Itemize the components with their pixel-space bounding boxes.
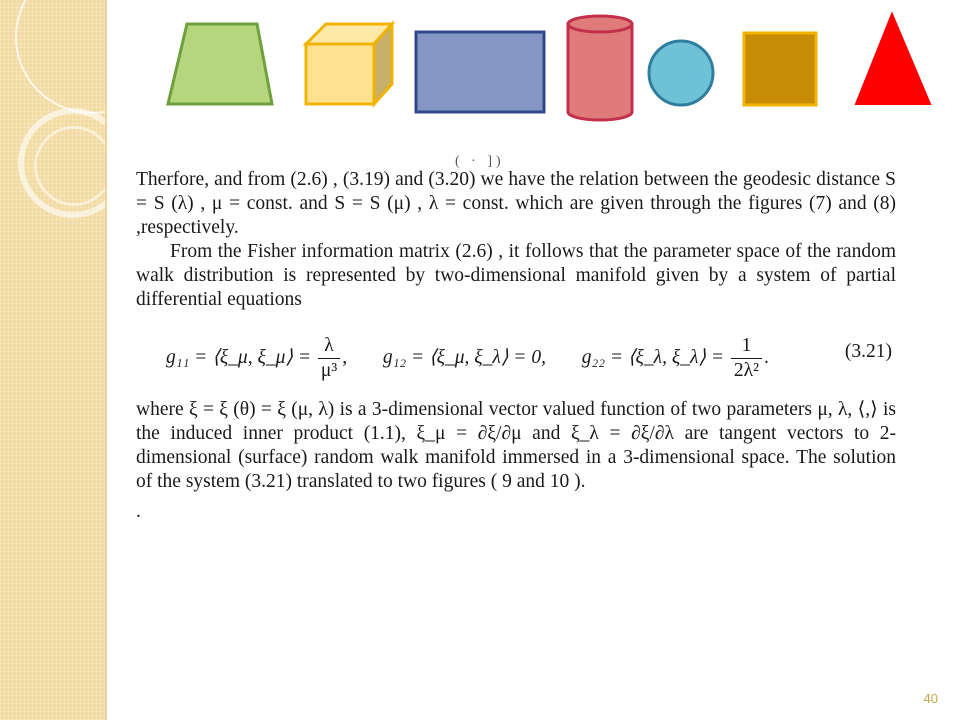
square-icon [744, 33, 816, 105]
paragraph-fisher-matrix: From the Fisher information matrix (2.6) , it follows that the parameter space of the random walk distribution is represented by two-dimensional manifold given by a system of partial differential equations [136, 241, 896, 310]
equation-body [166, 334, 769, 383]
equation-number: (3.21) [844, 341, 892, 362]
eq-g22-numerator: 1 [731, 334, 762, 359]
paragraph-vector-function: where ξ = ξ (θ) = ξ (μ, λ) is a 3-dimensional vector valued function of two parameters μ, λ, ⟨,⟩ is the induced inner product (1.1), ξ_μ = ∂ξ/∂μ and ξ_λ = ∂ξ/∂λ are tangent vectors to 2-dimensional (surface) random walk manifold immersed in a 3-dimensional space. The solution of the system (3.21) translated to two figures ( 9 and 10 ). [136, 399, 896, 492]
document-excerpt [136, 168, 896, 524]
cropped-text-fragment: ( · ]) [455, 154, 505, 169]
shapes-banner [0, 0, 960, 130]
eq-g22-lhs: g₂₂ = ⟨ξ_λ, ξ_λ⟩ = [581, 346, 725, 368]
stray-period: . [136, 501, 141, 522]
triangle-icon [856, 14, 930, 104]
eq-g22-fraction [731, 334, 762, 383]
eq-separator: , [342, 346, 348, 368]
equation-3-21 [136, 326, 896, 388]
eq-g11-denominator: μ³ [320, 360, 338, 381]
cylinder-icon [568, 16, 632, 120]
eq-g11-lhs: g₁₁ = ⟨ξ_μ, ξ_μ⟩ = [166, 346, 311, 368]
trapezoid-icon [168, 24, 272, 104]
decorative-ring [34, 126, 107, 206]
page-number: 40 [923, 691, 938, 706]
eq-g22-denominator: 2λ² [733, 360, 759, 381]
rectangle-icon [416, 32, 544, 112]
eq-g11-fraction [318, 334, 340, 383]
eq-g12: g₁₂ = ⟨ξ_μ, ξ_λ⟩ = 0, [382, 346, 546, 368]
eq-g11-numerator: λ [318, 334, 340, 359]
paragraph-geodesic-distance: Therfore, and from (2.6) , (3.19) and (3.20) we have the relation between the geodesic distance S = S (λ) , μ = const. and S = S (μ) , λ = const. which are given through the figures (7) and (8) ,respectively. [136, 169, 896, 238]
eq-end: . [763, 346, 769, 368]
cube-icon [306, 24, 392, 104]
circle-icon [649, 41, 713, 105]
